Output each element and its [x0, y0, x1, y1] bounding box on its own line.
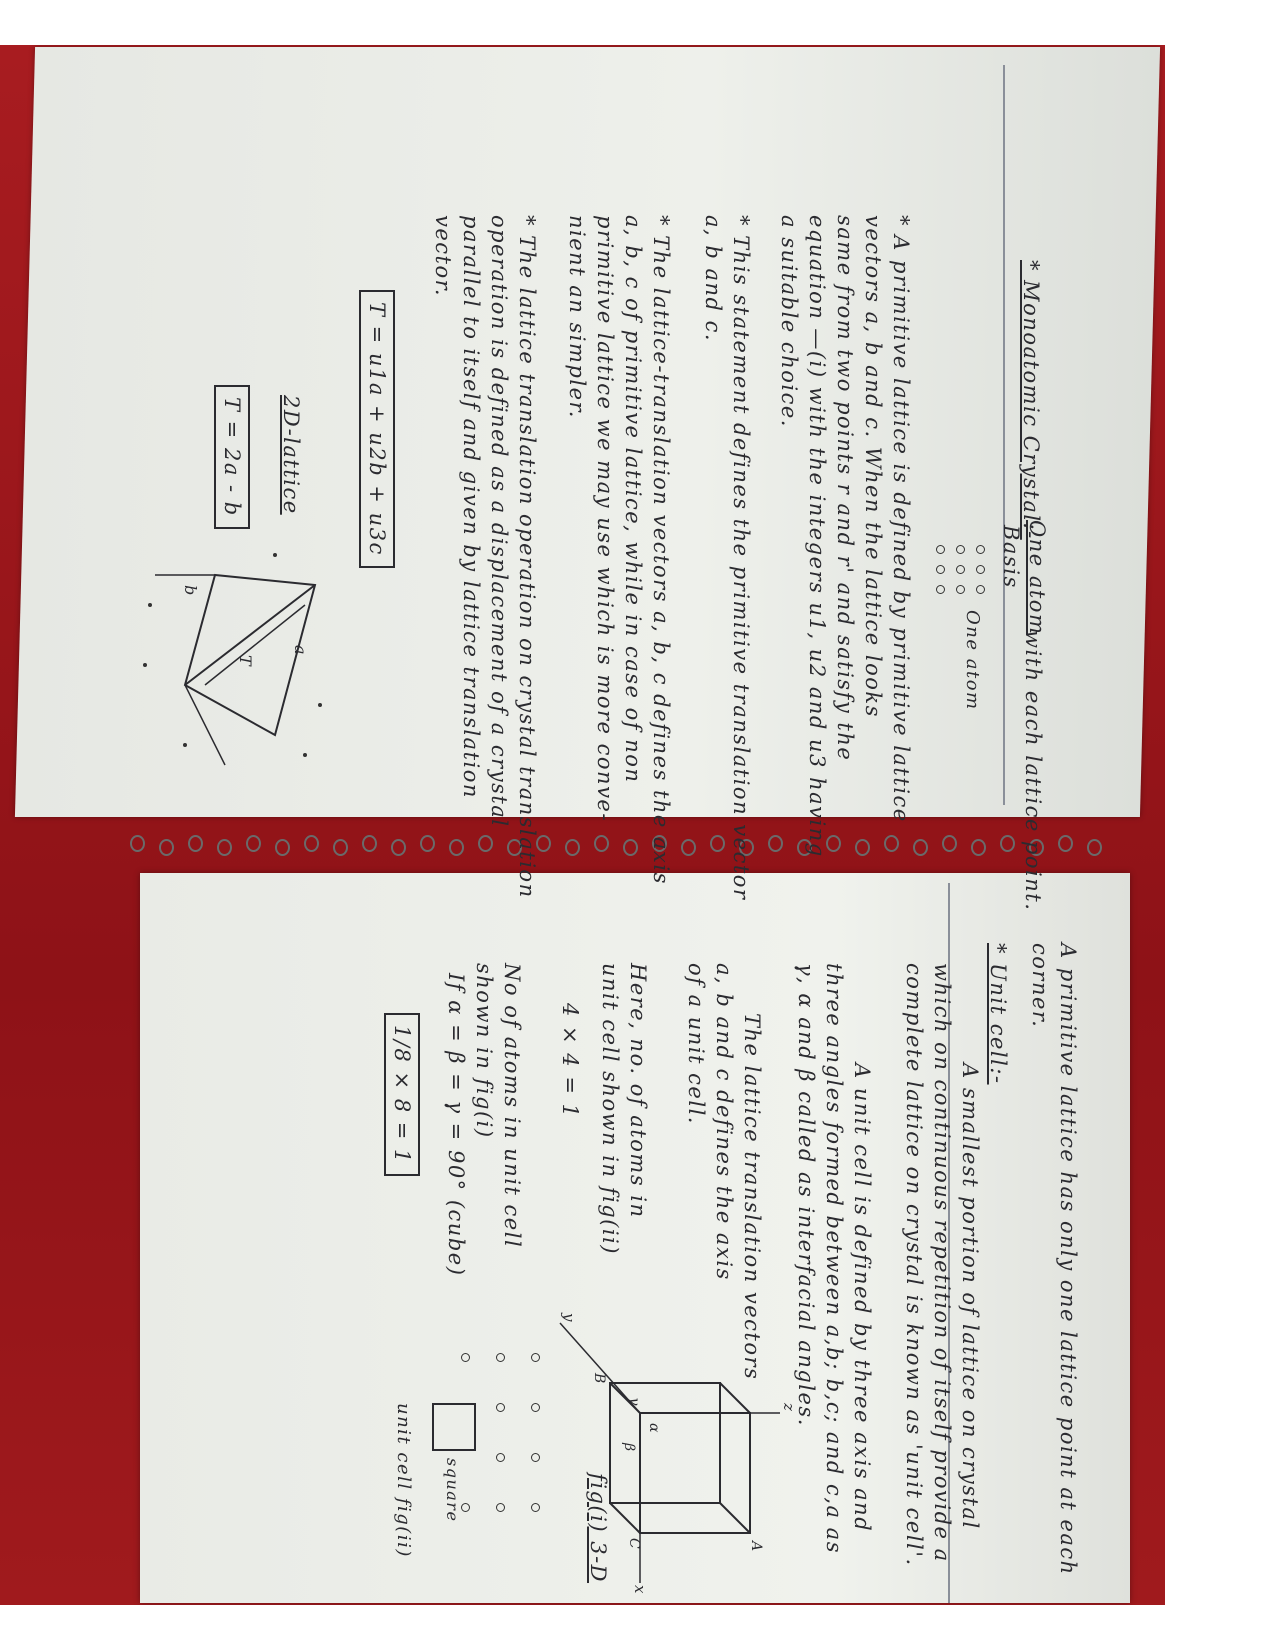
atom-dot: [531, 1403, 540, 1412]
text-line: parallel to itself and given by lattice translation: [459, 215, 483, 799]
right-page-content: [140, 883, 1110, 1603]
spiral-coil: [623, 839, 638, 856]
text-line: vectors a, b and c. When the lattice looks: [861, 215, 885, 718]
text-line: * The lattice translation operation on crystal translation: [515, 215, 539, 899]
text-line: primitive lattice we may use which is more conve-: [593, 215, 617, 822]
unit-cell-heading: * Unit cell:-: [986, 943, 1010, 1085]
equation-2d-example: T = 2a - b: [214, 385, 250, 529]
spiral-coil: [710, 835, 725, 852]
spiral-coil: [333, 839, 348, 856]
atom-dot: [976, 585, 985, 594]
heading-note-basis: Basis: [999, 525, 1023, 589]
axis-label-y: y: [560, 1313, 578, 1322]
spiral-coil: [1087, 839, 1102, 856]
spiral-coil: [159, 839, 174, 856]
atom-dot: [531, 1353, 540, 1362]
unit-cell-square: [432, 1403, 476, 1451]
fig2-caption: unit cell fig(ii): [393, 1403, 414, 1558]
label-a: a: [291, 645, 310, 655]
spiral-coil: [942, 835, 957, 852]
atom-dot: [531, 1453, 540, 1462]
atom-dot: [936, 565, 945, 574]
axis-label-z: z: [780, 1403, 798, 1411]
atom-dot: [496, 1503, 505, 1512]
text-line: * A primitive lattice is defined by primitive lattice: [889, 215, 913, 823]
text-line: shown in fig(i): [472, 963, 496, 1139]
monoatomic-heading: * Monoatomic Crystal:-: [1019, 260, 1043, 540]
margin-line: [1003, 65, 1005, 805]
text-line: of a unit cell.: [684, 963, 708, 1125]
2d-lattice-figure: [135, 545, 335, 775]
atom-dot: [936, 545, 945, 554]
spiral-coil: [362, 835, 377, 852]
atom-dot: [461, 1353, 470, 1362]
text-line: No of atoms in unit cell: [500, 963, 524, 1249]
atom-dot: [976, 565, 985, 574]
equation-atom-count: 4 × 4 = 1: [558, 1003, 582, 1119]
text-line: A primitive lattice has only one lattice point at each: [1056, 943, 1080, 1576]
heading-note-one-atom: One atom: [1025, 520, 1049, 636]
spiral-coil: [130, 835, 145, 852]
text-line: complete lattice on crystal is known as 'unit cell'.: [902, 963, 926, 1567]
spiral-coil: [217, 839, 232, 856]
spiral-coil: [1058, 835, 1073, 852]
equation-cube: 1/8 × 8 = 1: [384, 1013, 420, 1176]
spiral-coil: [478, 835, 493, 852]
text-line: A smallest portion of lattice on crystal: [958, 1063, 982, 1530]
spiral-coil: [884, 835, 899, 852]
corner-label-A: A: [748, 1541, 764, 1552]
label-b: b: [181, 585, 200, 596]
text-line: Here, no. of atoms in: [626, 963, 650, 1219]
spiral-coil: [594, 835, 609, 852]
spiral-coil: [855, 839, 870, 856]
notebook-photo: [0, 45, 1165, 1605]
square-label: square: [443, 1458, 462, 1523]
text-line: A unit cell is defined by three axis and: [850, 1063, 874, 1533]
text-line: nient an simpler.: [565, 215, 589, 419]
text-line: unit cell shown in fig(ii): [598, 963, 622, 1255]
atom-dot: [956, 565, 965, 574]
text-line: The lattice translation vectors: [740, 1013, 764, 1381]
atom-dot: [956, 585, 965, 594]
atom-dot: [956, 545, 965, 554]
spiral-coil: [971, 839, 986, 856]
spiral-coil: [565, 839, 580, 856]
spiral-coil: [391, 839, 406, 856]
text-line: operation is defined as a displacement of a crystal: [487, 215, 511, 828]
angle-label-gamma: γ: [626, 1397, 642, 1406]
spiral-coil: [188, 835, 203, 852]
spiral-coil: [449, 839, 464, 856]
text-line: same from two points r and r' and satisfy the: [833, 215, 857, 762]
equation-translation-vector: T = u1a + u2b + u3c: [359, 290, 395, 568]
text-line: a, b, c of primitive lattice, while in case of non: [621, 215, 645, 784]
corner-label-B: B: [591, 1373, 607, 1384]
spiral-coil: [913, 839, 928, 856]
heading-tail: with each lattice point.: [1021, 630, 1045, 912]
corner-label-C: C: [626, 1538, 642, 1549]
left-page-content: [25, 65, 1135, 912]
atom-dot: [496, 1403, 505, 1412]
atom-dot: [531, 1503, 540, 1512]
spiral-coil: [304, 835, 319, 852]
text-line: a suitable choice.: [777, 215, 801, 428]
text-line: γ, α and β called as interfacial angles.: [794, 963, 818, 1427]
spiral-binding: [130, 817, 1130, 877]
atom-dot: [976, 545, 985, 554]
spiral-coil: [275, 839, 290, 856]
spiral-coil: [246, 835, 261, 852]
spiral-coil: [1000, 835, 1015, 852]
text-line: which on continuous repetition of itself provide a: [930, 963, 954, 1563]
spiral-coil: [768, 835, 783, 852]
angle-label-alpha: α: [646, 1423, 662, 1433]
label-T: T: [236, 655, 255, 666]
text-line: corner.: [1028, 943, 1052, 1029]
text-line: vector.: [431, 215, 455, 298]
fig1-caption: fig(i) 3-D: [586, 1473, 610, 1584]
atom-dot: [461, 1503, 470, 1512]
spiral-coil: [681, 839, 696, 856]
text-line: three angles formed between a,b; b,c; and c,a as: [822, 963, 846, 1554]
lattice-title: 2D-lattice: [279, 395, 303, 515]
text-line: * The lattice-translation vectors a, b, c defines the axis: [649, 215, 673, 885]
atom-label: One atom: [962, 610, 983, 711]
text-line: * This statement defines the primitive translation vector: [729, 215, 753, 901]
spiral-coil: [420, 835, 435, 852]
atom-dot: [496, 1353, 505, 1362]
atom-dot: [496, 1453, 505, 1462]
text-line: equation —(i) with the integers u1, u2 and u3 having: [805, 215, 829, 858]
atom-dot: [936, 585, 945, 594]
text-line: a, b and c.: [701, 215, 725, 343]
text-line: a, b and c defines the axis: [712, 963, 736, 1281]
angle-label-beta: β: [621, 1443, 637, 1452]
text-line: If α = β = γ = 90° (cube): [444, 973, 468, 1277]
axis-label-x: x: [631, 1585, 649, 1594]
